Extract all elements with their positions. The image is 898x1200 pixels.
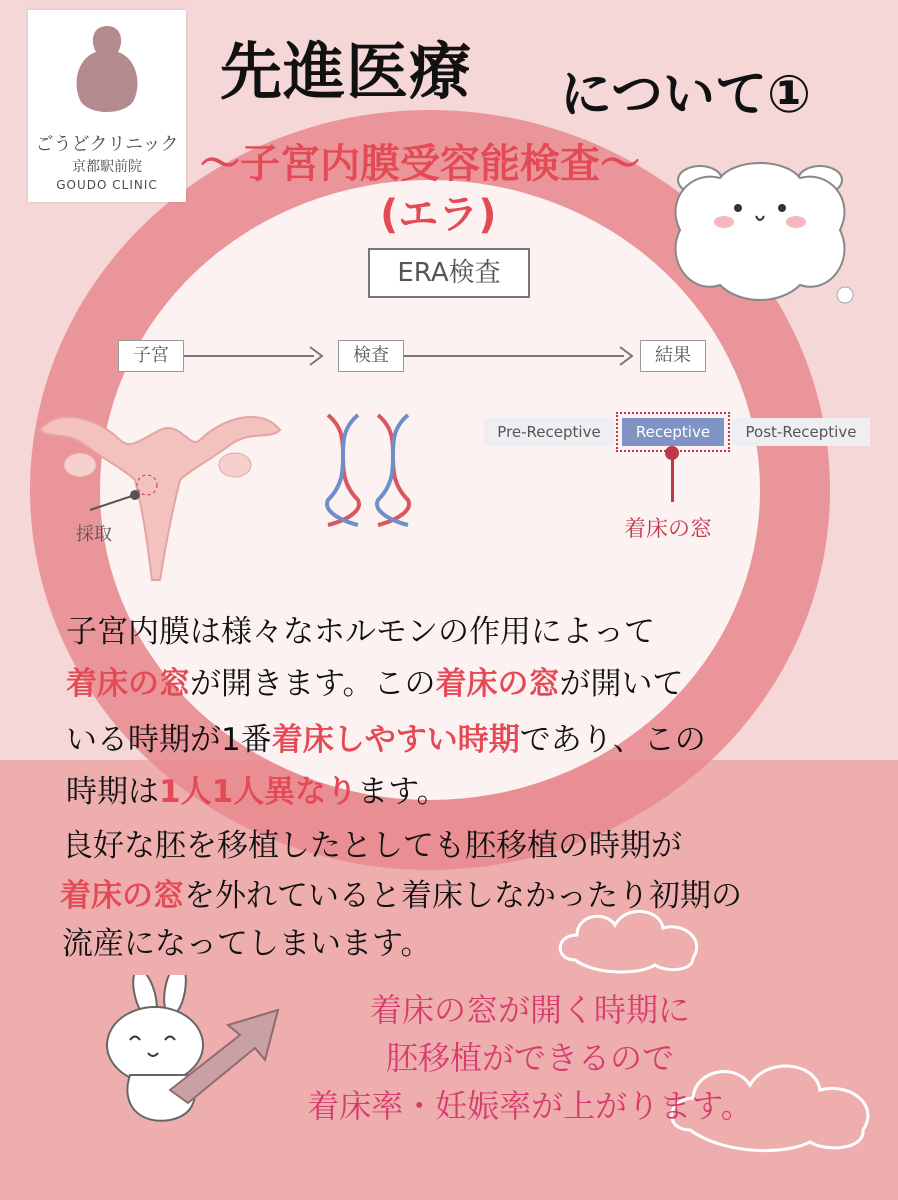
state-pre-receptive: Pre-Receptive: [484, 418, 614, 446]
body-line-4: 時期は1人1人異なります。: [66, 774, 448, 810]
body-line-3: いる時期が1番着床しやすい時期であり、この: [66, 722, 706, 758]
arrow-1: [184, 355, 314, 357]
body-line-2: 着床の窓が開きます。この着床の窓が開いて: [66, 666, 684, 702]
dna-icon: [318, 410, 428, 530]
page-title-suffix: について①: [560, 65, 811, 125]
gourd-logo-icon: [68, 22, 146, 120]
state-post-receptive: Post-Receptive: [732, 418, 870, 446]
cloud-icon: [555, 900, 715, 980]
logo-english: GOUDO CLINIC: [56, 178, 158, 192]
state-receptive: Receptive: [622, 418, 724, 446]
page-subtitle: 〜子宮内膜受容能検査〜: [200, 141, 640, 187]
arrow-head-icon: [308, 345, 324, 367]
step-test: 検査: [338, 340, 404, 372]
page-title: 先進医療: [220, 35, 473, 108]
note-line-2: 胚移植ができるので: [385, 1039, 674, 1077]
body-line-7: 流産になってしまいます。: [62, 926, 432, 962]
arrow-2: [404, 355, 624, 357]
step-result: 結果: [640, 340, 706, 372]
clinic-logo: [28, 10, 186, 202]
note-line-3: 着床率・妊娠率が上がります。: [307, 1087, 753, 1125]
logo-branch: 京都駅前院: [72, 159, 142, 175]
body-line-6: 着床の窓を外れていると着床しなかったり初期の: [60, 878, 742, 914]
body-line-5: 良好な胚を移植したとしても胚移植の時期が: [62, 828, 682, 864]
era-test-title: ERA検査: [368, 248, 530, 298]
arrow-head-icon: [618, 345, 634, 367]
implantation-window-label: 着床の窓: [624, 517, 713, 542]
logo-name: ごうどクリニック: [35, 134, 179, 155]
uterus-icon: [30, 400, 290, 590]
page-subtitle-reading: (エラ): [380, 192, 497, 238]
sample-label: 採取: [76, 524, 112, 545]
note-line-1: 着床の窓が開く時期に: [369, 991, 690, 1029]
step-uterus: 子宮: [118, 340, 184, 372]
body-line-1: 子宮内膜は様々なホルモンの作用によって: [66, 614, 655, 650]
sheep-mascot-icon: [660, 150, 860, 310]
window-indicator-dot: [665, 446, 679, 460]
